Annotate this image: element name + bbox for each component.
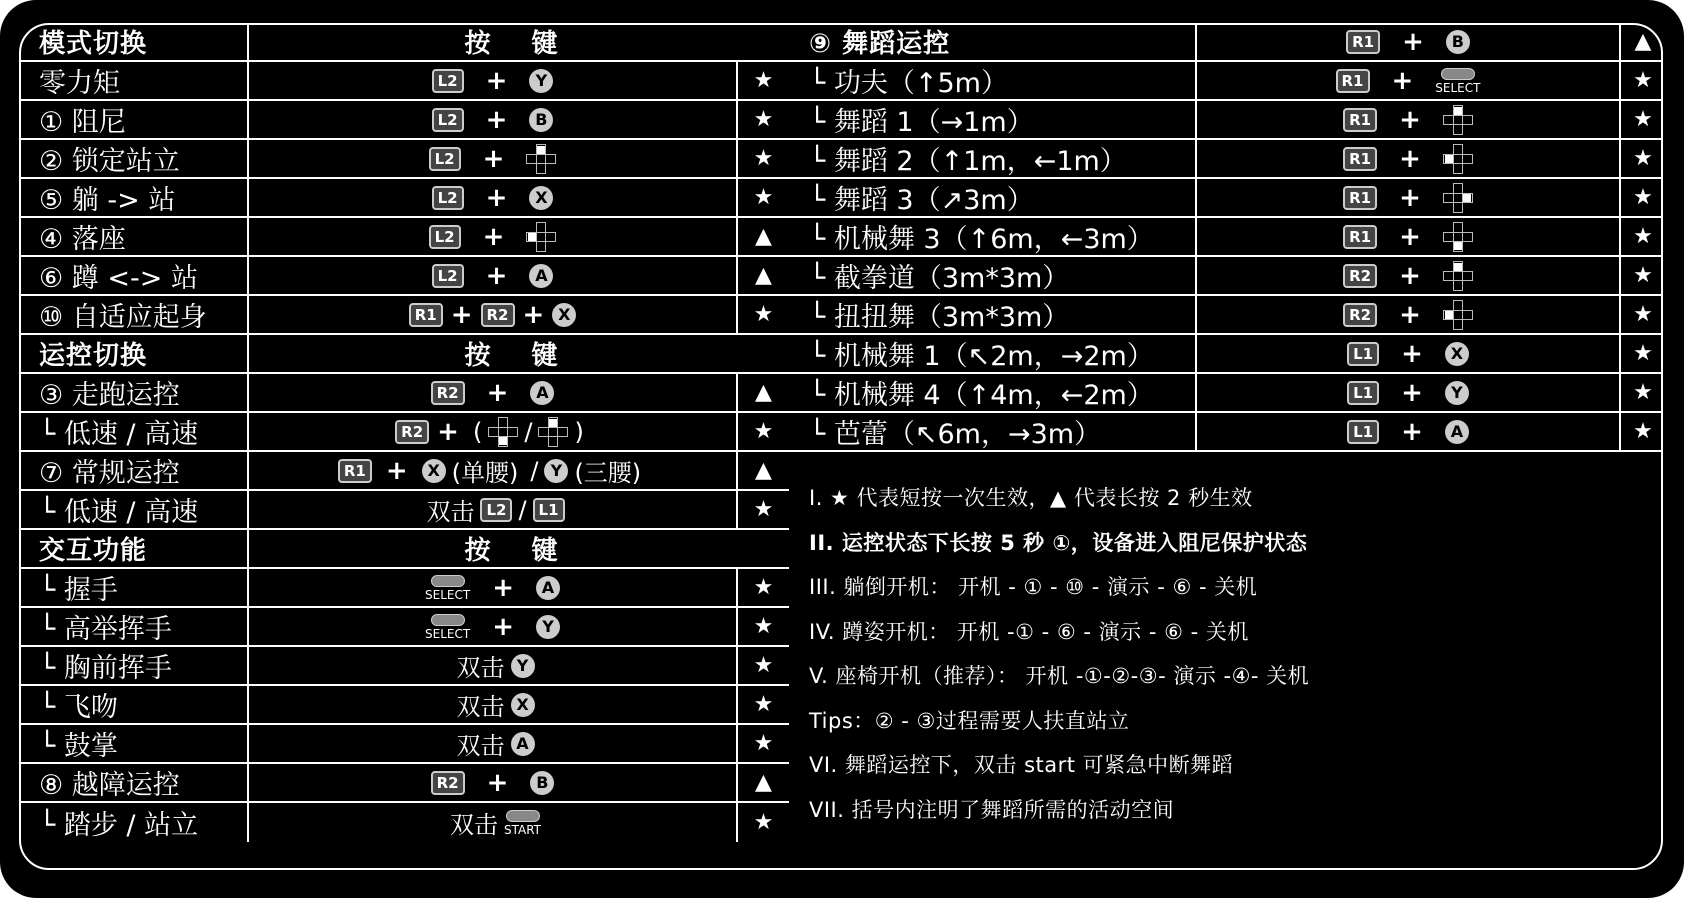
press-mark: ▲ — [755, 263, 772, 288]
press-mark: ★ — [753, 68, 774, 93]
l2-button-icon: L2 — [429, 147, 461, 171]
table-row — [19, 608, 789, 647]
press-mark: ★ — [753, 692, 774, 717]
section-title: 运控切换 — [19, 335, 249, 372]
press-mark: ★ — [753, 107, 774, 132]
section-header-motion — [19, 335, 789, 374]
table-row — [19, 647, 789, 686]
press-mark: ★ — [753, 653, 774, 678]
r2-button-icon: R2 — [431, 381, 465, 405]
dance-name: └ 功夫（↑5m） — [789, 62, 1197, 99]
mode-name: └ 低速 / 高速 — [19, 491, 249, 528]
dpad-down-icon — [488, 417, 518, 447]
key-combo — [249, 101, 738, 138]
table-row — [789, 335, 1663, 374]
note-item: II. 运控状态下长按 5 秒 ①，设备进入阻尼保护状态 — [809, 530, 1308, 555]
plus-sign: + — [1399, 221, 1421, 252]
l2-button-icon: L2 — [429, 225, 461, 249]
press-mark: ★ — [1633, 146, 1653, 171]
select-button-icon: SELECT — [425, 614, 470, 640]
plus-sign: + — [485, 65, 508, 96]
waist-single-label: (单腰) — [451, 459, 519, 487]
mode-name: └ 低速 / 高速 — [19, 413, 249, 450]
table-row — [789, 413, 1663, 452]
key-combo — [249, 569, 738, 606]
plus-sign: + — [485, 182, 508, 213]
key-combo — [1197, 374, 1621, 411]
plus-sign: + — [482, 221, 505, 252]
l1-button-icon: L1 — [533, 498, 565, 522]
plus-sign: + — [1399, 143, 1421, 174]
dpad-up-icon — [1443, 105, 1473, 135]
dance-name: └ 扭扭舞（3m*3m） — [789, 296, 1197, 333]
table-row — [19, 413, 789, 452]
table-row — [19, 179, 789, 218]
waist-triple-label: (三腰) — [574, 459, 642, 487]
y-button-icon: Y — [511, 654, 535, 678]
plus-sign: + — [486, 377, 509, 408]
keys-header: 按 键 — [464, 341, 574, 371]
mode-name: └ 握手 — [19, 569, 249, 606]
note-item: I. ★ 代表短按一次生效，▲ 代表长按 2 秒生效 — [809, 486, 1253, 511]
x-button-icon: X — [552, 303, 576, 327]
right-panel — [789, 23, 1663, 822]
plus-sign: + — [522, 299, 545, 330]
table-row — [19, 218, 789, 257]
dpad-right-icon — [1443, 183, 1473, 213]
start-button-icon: START — [504, 810, 541, 836]
slash: / — [524, 417, 533, 446]
plus-sign: + — [1402, 26, 1424, 57]
plus-sign: + — [1401, 416, 1423, 447]
table-row — [19, 764, 789, 803]
note-item: IV. 蹲姿开机： 开机 -① - ⑥ - 演示 - ⑥ - 关机 — [809, 619, 1249, 644]
mode-name: ⑦ 常规运控 — [19, 452, 249, 489]
table-row — [19, 491, 789, 530]
key-combo — [249, 218, 738, 255]
plus-sign: + — [492, 611, 514, 642]
dance-name: └ 机械舞 4（↑4m，←2m） — [789, 374, 1197, 411]
r1-button-icon: R1 — [1343, 186, 1377, 210]
note-item: III. 躺倒开机： 开机 - ① - ⑩ - 演示 - ⑥ - 关机 — [809, 575, 1258, 600]
dpad-left-icon — [526, 222, 556, 252]
l2-button-icon: L2 — [432, 264, 464, 288]
table-row — [19, 257, 789, 296]
x-button-icon: X — [1445, 342, 1469, 366]
press-mark: ★ — [753, 731, 774, 756]
note-item: VII. 括号内注明了舞蹈所需的活动空间 — [809, 797, 1175, 822]
press-mark: ★ — [753, 146, 774, 171]
dpad-up-icon — [538, 417, 568, 447]
press-mark: ★ — [1633, 302, 1653, 327]
dance-name: └ 截拳道（3m*3m） — [789, 257, 1197, 294]
slash: / — [530, 456, 539, 485]
dance-name: └ 机械舞 3（↑6m，←3m） — [789, 218, 1197, 255]
key-combo — [249, 725, 738, 762]
l2-button-icon: L2 — [432, 186, 464, 210]
r2-button-icon: R2 — [431, 771, 465, 795]
l2-button-icon: L2 — [432, 69, 464, 93]
mode-name: ③ 走跑运控 — [19, 374, 249, 411]
key-combo — [1197, 179, 1621, 216]
plus-sign: + — [1401, 338, 1423, 369]
table-row — [789, 140, 1663, 179]
x-button-icon: X — [529, 186, 553, 210]
plus-sign: + — [482, 143, 505, 174]
press-mark: ▲ — [755, 458, 772, 483]
key-combo — [249, 686, 738, 723]
mode-name: ⑥ 蹲 <-> 站 — [19, 257, 249, 294]
press-mark: ★ — [1633, 341, 1653, 366]
mode-name: ⑤ 躺 -> 站 — [19, 179, 249, 216]
r1-button-icon: R1 — [1343, 225, 1377, 249]
x-button-icon: X — [422, 459, 446, 483]
a-button-icon: A — [530, 381, 554, 405]
key-combo — [1197, 62, 1621, 99]
a-button-icon: A — [529, 264, 553, 288]
plus-sign: + — [485, 104, 508, 135]
key-combo — [249, 803, 738, 842]
key-combo — [249, 257, 738, 294]
a-button-icon: A — [536, 576, 560, 600]
r2-button-icon: R2 — [481, 303, 515, 327]
double-click-label: 双击 — [456, 693, 505, 721]
press-mark: ★ — [753, 810, 774, 835]
key-combo — [249, 62, 738, 99]
dance-name: └ 舞蹈 3（↗3m） — [789, 179, 1197, 216]
dpad-up-icon — [526, 144, 556, 174]
mode-name: └ 胸前挥手 — [19, 647, 249, 684]
table-row — [789, 218, 1663, 257]
reference-frame — [19, 23, 1663, 870]
b-button-icon: B — [529, 108, 553, 132]
dpad-left-icon — [1443, 144, 1473, 174]
r1-button-icon: R1 — [409, 303, 443, 327]
dance-name: └ 舞蹈 1（→1m） — [789, 101, 1197, 138]
b-button-icon: B — [530, 771, 554, 795]
dpad-down-icon — [1443, 222, 1473, 252]
key-combo — [249, 647, 738, 684]
dpad-left-icon — [1443, 300, 1473, 330]
dance-name: └ 芭蕾（↖6m，→3m） — [789, 413, 1197, 450]
mode-name: └ 飞吻 — [19, 686, 249, 723]
table-row — [789, 101, 1663, 140]
left-panel — [19, 23, 789, 842]
key-combo — [249, 374, 738, 411]
b-button-icon: B — [1446, 30, 1470, 54]
table-row — [19, 803, 789, 842]
r2-button-icon: R2 — [1343, 264, 1377, 288]
note-item: Tips：② - ③过程需要人扶直站立 — [809, 708, 1130, 733]
mode-name: └ 高举挥手 — [19, 608, 249, 645]
section-header-dance — [789, 23, 1663, 62]
x-button-icon: X — [511, 693, 535, 717]
plus-sign: + — [1391, 65, 1414, 96]
plus-sign: + — [1399, 260, 1421, 291]
table-row — [19, 140, 789, 179]
press-mark: ★ — [753, 614, 774, 639]
section-header-interaction — [19, 530, 789, 569]
table-row — [19, 101, 789, 140]
table-row — [789, 257, 1663, 296]
a-button-icon: A — [1445, 420, 1469, 444]
press-mark: ★ — [753, 302, 774, 327]
section-title: ⑨ 舞蹈运控 — [789, 23, 1197, 60]
double-click-label: 双击 — [456, 732, 505, 760]
dpad-up-icon — [1443, 261, 1473, 291]
select-button-icon: SELECT — [1435, 68, 1480, 94]
key-combo — [1197, 23, 1621, 60]
mode-name: 零力矩 — [19, 62, 249, 99]
dance-name: └ 机械舞 1（↖2m，→2m） — [789, 335, 1197, 372]
press-mark: ▲ — [755, 224, 772, 249]
section-title: 模式切换 — [19, 23, 249, 60]
press-mark: ▲ — [755, 380, 772, 405]
key-combo — [249, 296, 738, 333]
press-mark: ★ — [1633, 419, 1653, 444]
notes-section — [789, 457, 1663, 831]
key-combo — [249, 608, 738, 645]
double-click-label: 双击 — [449, 811, 498, 839]
mode-name: └ 踏步 / 站立 — [19, 803, 249, 842]
key-combo — [1197, 296, 1621, 333]
y-button-icon: Y — [529, 69, 553, 93]
keys-header: 按 键 — [464, 29, 574, 59]
key-combo — [249, 764, 738, 801]
table-row — [19, 296, 789, 335]
press-mark: ▲ — [1634, 29, 1652, 54]
mode-name: ⑩ 自适应起身 — [19, 296, 249, 333]
r2-button-icon: R2 — [395, 420, 429, 444]
press-mark: ▲ — [755, 770, 772, 795]
plus-sign: + — [492, 572, 514, 603]
table-row — [19, 725, 789, 764]
table-row — [19, 569, 789, 608]
r1-button-icon: R1 — [338, 459, 372, 483]
table-row — [789, 179, 1663, 218]
key-combo — [1197, 335, 1621, 372]
section-header-mode — [19, 23, 789, 62]
paren-close: ) — [574, 417, 584, 446]
plus-sign: + — [1399, 104, 1421, 135]
plus-sign: + — [486, 767, 509, 798]
mode-name: ① 阻尼 — [19, 101, 249, 138]
press-mark: ★ — [753, 497, 774, 522]
r1-button-icon: R1 — [1336, 69, 1370, 93]
key-combo — [249, 491, 738, 528]
l2-button-icon: L2 — [432, 108, 464, 132]
press-mark: ★ — [1633, 263, 1653, 288]
press-mark: ★ — [753, 419, 774, 444]
key-combo — [249, 452, 738, 489]
r1-button-icon: R1 — [1343, 108, 1377, 132]
mode-name: ④ 落座 — [19, 218, 249, 255]
table-row — [19, 452, 789, 491]
note-item: VI. 舞蹈运控下，双击 start 可紧急中断舞蹈 — [809, 753, 1234, 778]
key-combo — [249, 140, 738, 177]
table-row — [19, 686, 789, 725]
table-row — [789, 62, 1663, 101]
r1-button-icon: R1 — [1346, 30, 1380, 54]
double-click-label: 双击 — [426, 498, 475, 526]
paren-open: ( — [472, 417, 483, 446]
plus-sign: + — [1399, 182, 1421, 213]
key-combo — [1197, 413, 1621, 450]
double-click-label: 双击 — [456, 654, 505, 682]
mode-name: ⑧ 越障运控 — [19, 764, 249, 801]
l1-button-icon: L1 — [1347, 381, 1379, 405]
key-combo — [1197, 257, 1621, 294]
l1-button-icon: L1 — [1347, 420, 1379, 444]
note-item: V. 座椅开机（推荐）： 开机 -①-②-③- 演示 -④- 关机 — [809, 664, 1310, 689]
plus-sign: + — [385, 455, 408, 486]
section-title: 交互功能 — [19, 530, 249, 567]
press-mark: ★ — [1633, 68, 1653, 93]
table-row — [789, 374, 1663, 413]
press-mark: ★ — [1633, 224, 1653, 249]
press-mark: ★ — [753, 575, 774, 600]
table-row — [789, 296, 1663, 335]
y-button-icon: Y — [544, 459, 568, 483]
r1-button-icon: R1 — [1343, 147, 1377, 171]
mode-name: └ 鼓掌 — [19, 725, 249, 762]
l1-button-icon: L1 — [1347, 342, 1379, 366]
plus-sign: + — [485, 260, 508, 291]
l2-button-icon: L2 — [480, 498, 512, 522]
press-mark: ★ — [1633, 380, 1653, 405]
press-mark: ★ — [753, 185, 774, 210]
slash: / — [518, 495, 527, 524]
dance-name: └ 舞蹈 2（↑1m，←1m） — [789, 140, 1197, 177]
key-combo — [1197, 101, 1621, 138]
r2-button-icon: R2 — [1343, 303, 1377, 327]
table-row — [19, 62, 789, 101]
keys-header: 按 键 — [464, 536, 574, 566]
press-mark: ★ — [1633, 185, 1653, 210]
mode-name: ② 锁定站立 — [19, 140, 249, 177]
plus-sign: + — [450, 299, 473, 330]
plus-sign: + — [437, 416, 459, 447]
select-button-icon: SELECT — [425, 575, 470, 601]
key-combo — [1197, 140, 1621, 177]
key-combo — [249, 413, 738, 450]
plus-sign: + — [1401, 377, 1423, 408]
table-row — [19, 374, 789, 413]
y-button-icon: Y — [1445, 381, 1469, 405]
key-combo — [249, 179, 738, 216]
key-combo — [1197, 218, 1621, 255]
press-mark: ★ — [1633, 107, 1653, 132]
y-button-icon: Y — [536, 615, 560, 639]
a-button-icon: A — [511, 732, 535, 756]
plus-sign: + — [1399, 299, 1421, 330]
